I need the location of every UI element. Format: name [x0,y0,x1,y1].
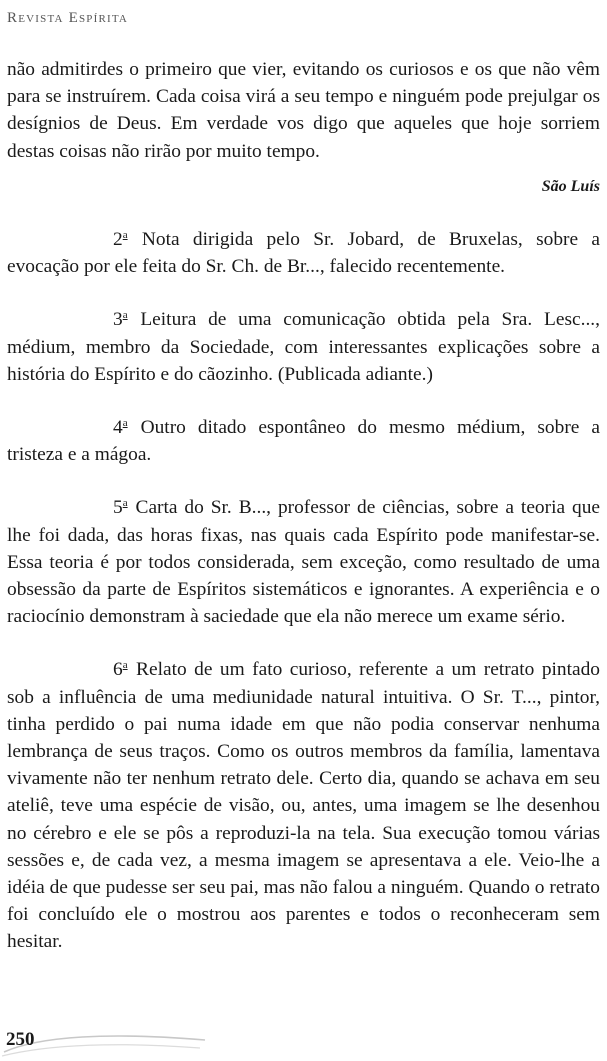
item-text: Outro ditado espontâneo do mesmo médium, sobre a tristeza e a mágoa. [7,417,600,466]
list-item [7,652,600,955]
item-number: 4 [113,417,123,439]
item-text: Relato de um fato curioso, referente a um retrato pintado sob a influência de uma mediunidade natural intuitiva. O Sr. T..., pintor, tinha perdido o pai numa idade em que não podia conservar nenhuma lembrança de seus traços. Como os outros membros da família, lamentava vivamente não ter nenhum retrato dele. Certo dia, quando se achava em seu ateliê, teve uma espécie de visão, ou, antes, uma imagem se lhe desenhou no cérebro e ele se pôs a reproduzi-la na tela. Sua execução tomou várias sessões e, de cada vez, a mesma imagem se apresentava a ele. Veio-lhe a idéia de que pudesse ser seu pai, mas não falou a ninguém. Quando o retrato foi concluído ele o mostrou aos parentes e todos o reconheceram sem hesitar. [7,659,600,953]
list-item [7,490,600,630]
item-text: Carta do Sr. B..., professor de ciências, sobre a teoria que lhe foi dada, das horas fixas, nas quais cada Espírito pode manifestar-se. Essa teoria é por todos considerada, sem exceção, como resultado de uma obsessão da parte de Espíritos sistemáticos e ignorantes. A experiência e o raciocínio demonstram à saciedade que ela não merece um exame sério. [7,497,600,628]
page-body [7,56,600,956]
ordinal-indicator: a [122,229,128,242]
signature: São Luís [541,177,600,195]
ordinal-indicator: a [122,659,128,672]
item-number: 2 [113,229,123,251]
ordinal-indicator: a [122,309,128,322]
item-number: 5 [113,497,123,519]
item-number: 3 [113,309,123,331]
item-text: Leitura de uma comunicação obtida pela Sra. Lesc..., médium, membro da Sociedade, com interessantes explicações sobre a história do Espírito e do cãozinho. (Publicada adiante.) [7,309,600,385]
item-text: Nota dirigida pelo Sr. Jobard, de Bruxelas, sobre a evocação por ele feita do Sr. Ch. de Br..., falecido recentemente. [7,229,600,278]
intro-paragraph: não admitirdes o primeiro que vier, evitando os curiosos e os que não vêm para se instruírem. Cada coisa virá a seu tempo e ninguém pode prejulgar os desígnios de Deus. Em verdade vos digo que aqueles que hoje sorriem destas coisas não rirão por muito tempo. [7,59,600,162]
ordinal-indicator: a [122,417,128,430]
list-item [7,410,600,468]
page-number: 250 [6,1029,35,1050]
list-item [7,222,600,280]
item-number: 6 [113,659,123,681]
list-item [7,302,600,388]
ordinal-indicator: a [122,497,128,510]
running-header: Revista Espírita [7,10,129,26]
